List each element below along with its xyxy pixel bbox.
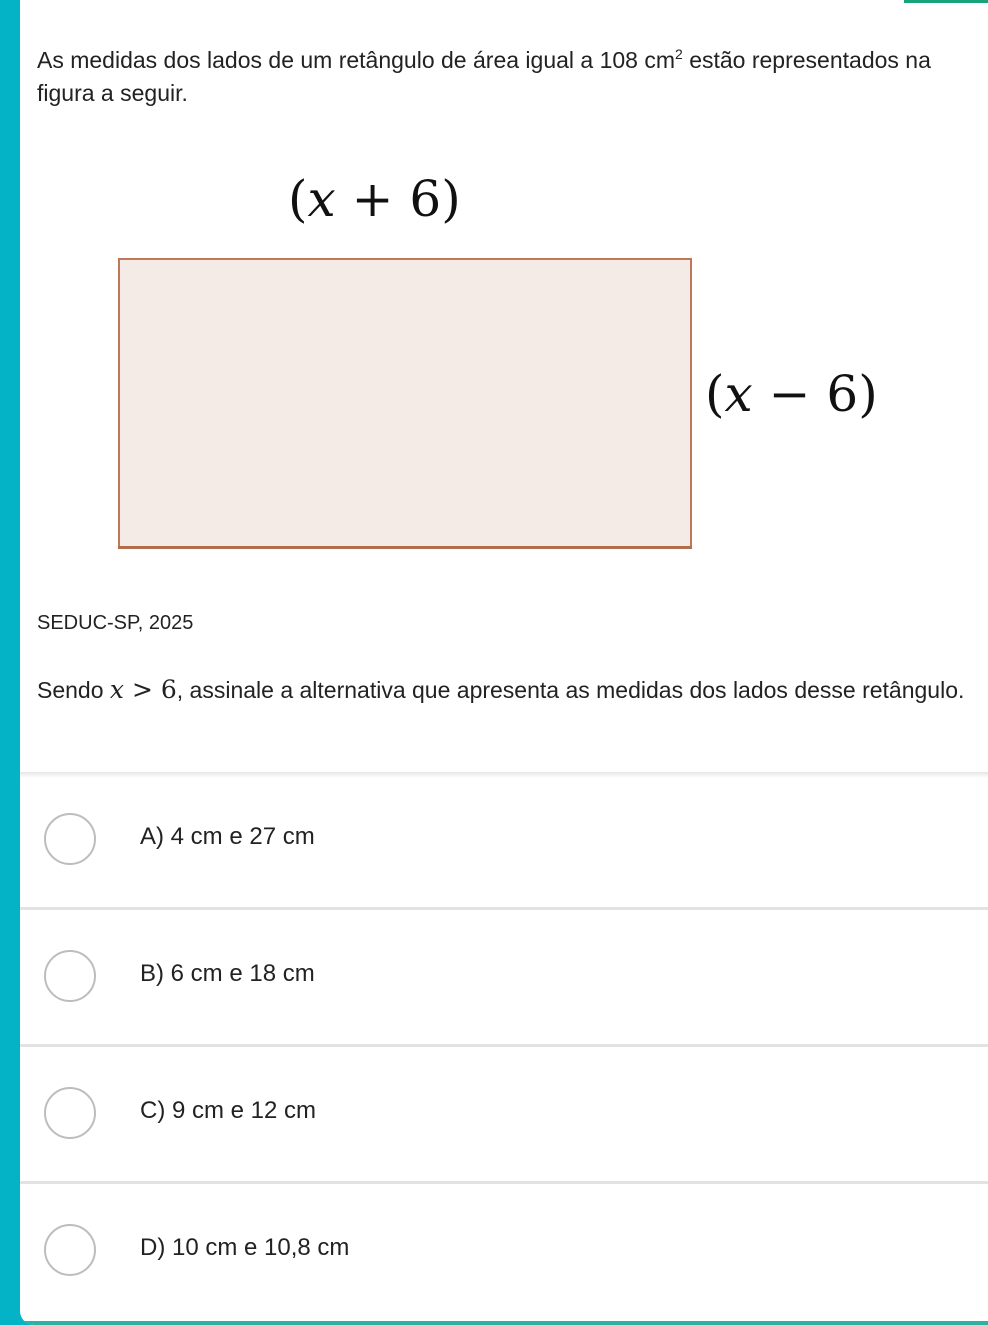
source-credit: SEDUC-SP, 2025 bbox=[37, 612, 194, 634]
option-label: C) 9 cm e 12 cm bbox=[140, 1097, 317, 1124]
right-side-label: (x − 6) bbox=[705, 365, 878, 423]
option-c[interactable] bbox=[20, 1047, 988, 1182]
question-text: As medidas dos lados de um retângulo de área igual a 108 $cm^2$ estão representados na figura a seguir. bbox=[37, 46, 931, 106]
radio-button[interactable] bbox=[44, 813, 96, 865]
rectangle-figure bbox=[118, 258, 692, 548]
option-label: A) 4 cm e 27 cm bbox=[140, 823, 315, 850]
question-card bbox=[20, 0, 988, 1325]
option-label: B) 6 cm e 18 cm bbox=[140, 960, 315, 987]
prompt-text: Sendo x > 6, assinale a alternativa que apresenta as medidas dos lados desse retângulo. bbox=[37, 675, 965, 704]
option-label: D) 10 cm e 10,8 cm bbox=[140, 1234, 350, 1261]
option-b[interactable] bbox=[20, 910, 988, 1045]
inequality: x > 6 bbox=[109, 675, 177, 704]
top-side-label: (x + 6) bbox=[288, 170, 461, 228]
rectangle-bottom-edge bbox=[118, 546, 692, 549]
superscript: 2 bbox=[675, 46, 683, 62]
option-d[interactable] bbox=[20, 1184, 988, 1319]
radio-button[interactable] bbox=[44, 950, 96, 1002]
top-accent-bar bbox=[904, 0, 988, 3]
option-a[interactable] bbox=[20, 773, 988, 908]
bottom-accent-bar bbox=[20, 1321, 988, 1325]
radio-button[interactable] bbox=[44, 1224, 96, 1276]
radio-button[interactable] bbox=[44, 1087, 96, 1139]
